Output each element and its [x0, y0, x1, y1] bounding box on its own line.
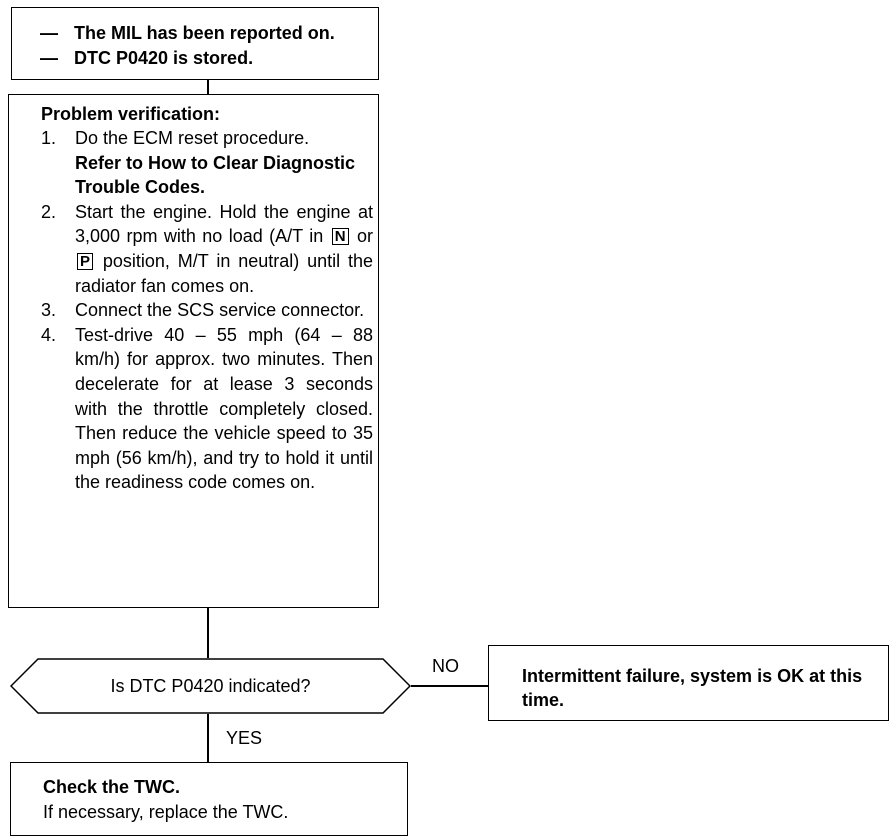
no-branch-label: NO [432, 656, 459, 676]
decision-question: Is DTC P0420 indicated? [110, 676, 311, 696]
connector-procedure-to-decision [207, 608, 209, 658]
park-position-symbol: P [77, 253, 93, 270]
yes-branch-label: YES [226, 728, 263, 748]
decision-node [10, 658, 411, 714]
procedure-step-2: 2. Start the engine. Hold the engine at 3,000 rpm with no load (A/T in N or P position, M/T in neutral) until the radiator fan comes on. [41, 201, 373, 296]
connector-decision-to-yes-result [207, 714, 209, 762]
condition-line-2: — DTC P0420 is stored. [40, 48, 254, 68]
problem-verification-box [8, 94, 379, 608]
procedure-steps [41, 126, 373, 495]
yes-result-title: Check the TWC. [43, 777, 181, 797]
condition-box [11, 7, 379, 80]
connector-decision-to-no-result [411, 685, 488, 687]
procedure-reference: Refer to How to Clear Diagnostic Trouble Codes. [75, 152, 356, 198]
yes-result-box [10, 762, 408, 836]
procedure-step-3: 3. Connect the SCS service connector. [41, 300, 365, 321]
connector-top-to-procedure [207, 80, 209, 94]
condition-line-1: — The MIL has been reported on. [40, 23, 335, 43]
neutral-position-symbol: N [332, 228, 349, 245]
no-result-text: Intermittent failure, system is OK at this time. [522, 666, 863, 710]
yes-result-text: If necessary, replace the TWC. [43, 802, 289, 822]
no-result-box [488, 645, 889, 721]
procedure-step-4: 4. Test-drive 40 – 55 mph (64 – 88 km/h) for approx. two minutes. Then decelerate for at lease 3 seconds with the throttle completely closed. Then reduce the vehicle speed to 35 mph (56 km/h), and try to hold it until the readiness code comes on. [41, 324, 373, 493]
procedure-step-1: 1. Do the ECM reset procedure. Refer to How to Clear Diagnostic Trouble Codes. [41, 126, 373, 200]
procedure-heading: Problem verification: [41, 104, 221, 124]
